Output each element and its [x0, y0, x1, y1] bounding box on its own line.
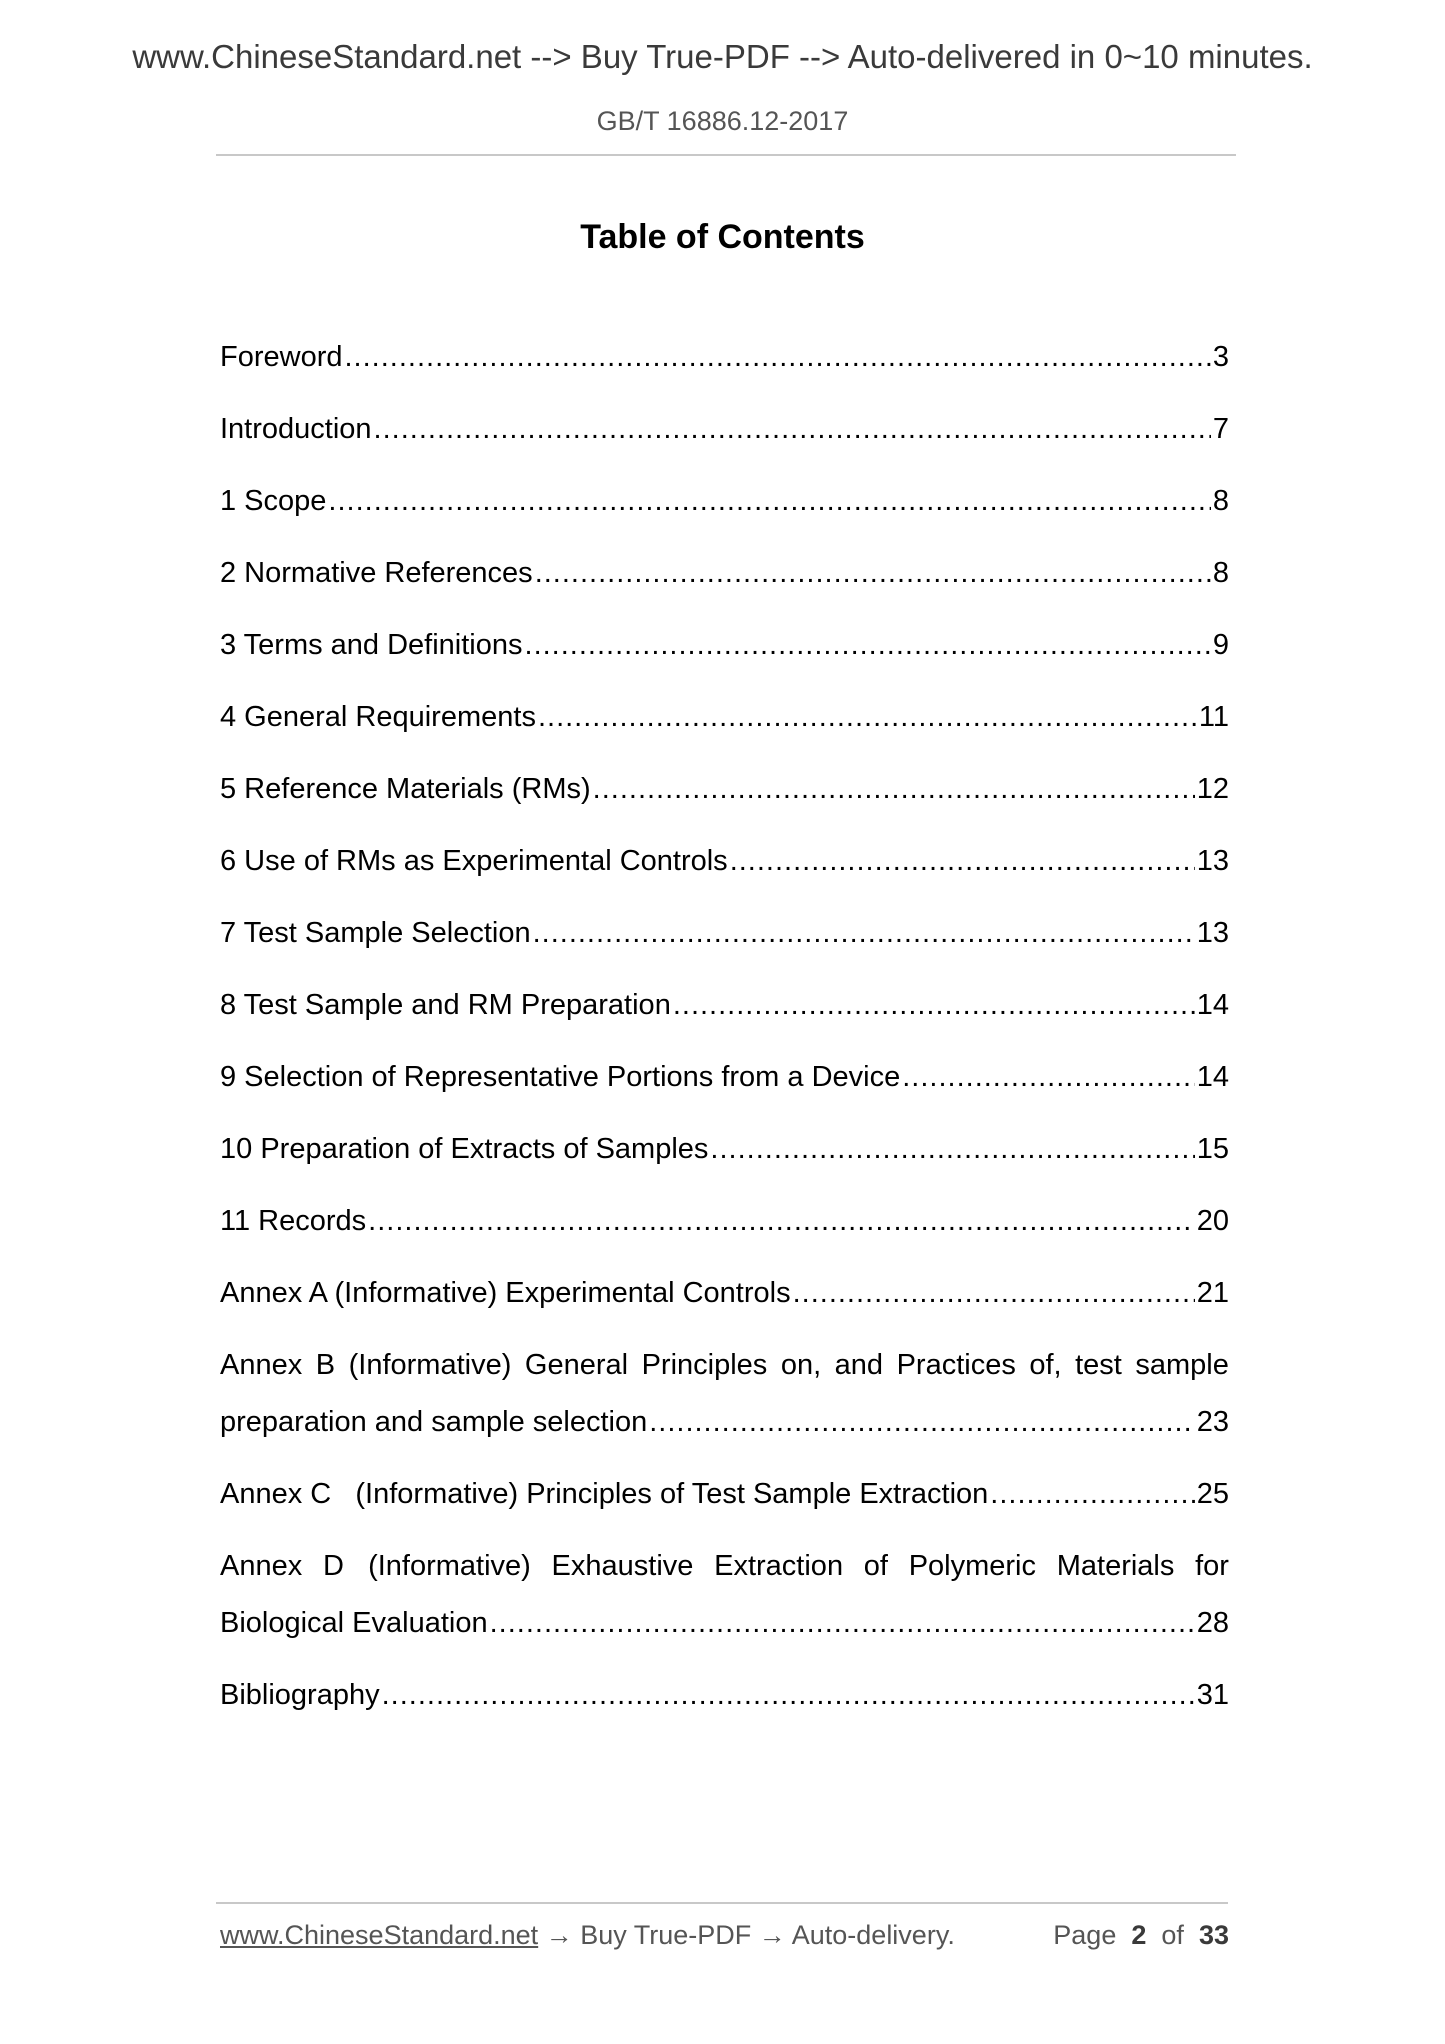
- toc-entry-introduction[interactable]: [220, 406, 1229, 478]
- toc-entry-label-line1: [220, 1549, 1229, 1583]
- toc-entry-label-line1: [220, 1348, 1229, 1382]
- dot-leader: [649, 1405, 1195, 1439]
- dot-leader: [328, 484, 1210, 518]
- toc-entry-page: 23: [1196, 1406, 1229, 1438]
- top-banner: www.ChineseStandard.net --> Buy True-PDF --> Auto-delivered in 0~10 minutes.: [132, 38, 1313, 75]
- toc-entry-sample-rm-preparation[interactable]: [220, 982, 1229, 1054]
- toc-entry-word: sample: [1135, 1349, 1229, 1381]
- footer-tagline: → Buy True-PDF → Auto-delivery.: [538, 1920, 955, 1950]
- toc-entry-annex-a[interactable]: [220, 1270, 1229, 1342]
- toc-entry-annex-d[interactable]: [220, 1543, 1229, 1672]
- dot-leader: [525, 628, 1211, 662]
- of-word: of: [1161, 1920, 1184, 1950]
- toc-entry-page: 11: [1198, 701, 1229, 733]
- dot-leader: [345, 340, 1211, 374]
- toc-entry-label: Annex C (Informative) Principles of Test Sample Extraction: [220, 1478, 989, 1510]
- toc-entry-foreword[interactable]: [220, 334, 1229, 406]
- toc-entry-representative-portions[interactable]: [220, 1054, 1229, 1126]
- page-title: Table of Contents: [580, 218, 865, 256]
- toc-entry-label: 7 Test Sample Selection: [220, 917, 531, 949]
- dot-leader: [673, 988, 1195, 1022]
- toc-entry-label: 11 Records: [220, 1205, 367, 1237]
- toc-entry-word: D (Informative): [322, 1550, 531, 1582]
- toc-entry-bibliography[interactable]: [220, 1672, 1229, 1744]
- toc-entry-word: Polymeric: [908, 1550, 1037, 1582]
- dot-leader: [533, 916, 1195, 950]
- dot-leader: [374, 412, 1211, 446]
- toc-entry-word: B: [315, 1349, 336, 1381]
- toc-entry-label: 1 Scope: [220, 485, 327, 517]
- toc-entry-page: 7: [1212, 413, 1229, 445]
- dot-leader: [793, 1276, 1195, 1310]
- toc-entry-page: 12: [1196, 773, 1229, 805]
- toc-entry-word: of,: [1029, 1349, 1062, 1381]
- toc-entry-label: Biological Evaluation: [220, 1607, 488, 1639]
- toc-entry-word: Principles: [641, 1349, 768, 1381]
- toc-entry-label: 2 Normative References: [220, 557, 533, 589]
- toc-entry-page: 14: [1196, 989, 1229, 1021]
- toc-entry-page: 8: [1212, 485, 1229, 517]
- toc-entry-page: 28: [1196, 1607, 1229, 1639]
- toc-entry-word: on,: [780, 1349, 822, 1381]
- toc-entry-page: 14: [1196, 1061, 1229, 1093]
- toc-entry-page: 13: [1196, 845, 1229, 877]
- toc-entry-records[interactable]: [220, 1198, 1229, 1270]
- toc-entry-terms-definitions[interactable]: [220, 622, 1229, 694]
- toc-entry-page: 3: [1212, 341, 1229, 373]
- toc-entry-label: Annex A (Informative) Experimental Controls: [220, 1277, 791, 1309]
- footer-site-link[interactable]: www.ChineseStandard.net: [220, 1920, 539, 1950]
- toc-entry-label: 4 General Requirements: [220, 701, 536, 733]
- footer-divider: [216, 1902, 1228, 1904]
- dot-leader: [990, 1477, 1194, 1511]
- current-page-number: 2: [1131, 1920, 1147, 1950]
- toc-entry-label: Introduction: [220, 413, 372, 445]
- toc-entry-label: 10 Preparation of Extracts of Samples: [220, 1133, 709, 1165]
- toc-entry-page: 25: [1196, 1478, 1229, 1510]
- toc-entry-normative-references[interactable]: [220, 550, 1229, 622]
- total-pages-number: 33: [1198, 1920, 1229, 1950]
- toc-entry-label: preparation and sample selection: [220, 1406, 648, 1438]
- toc-entry-word: of: [863, 1550, 888, 1582]
- toc-entry-word: test: [1075, 1349, 1122, 1381]
- toc-entry-page: 8: [1212, 557, 1229, 589]
- toc-entry-word: Exhaustive: [551, 1550, 694, 1582]
- dot-leader: [538, 700, 1197, 734]
- toc-entry-label: Bibliography: [220, 1679, 380, 1711]
- toc-entry-annex-b[interactable]: [220, 1342, 1229, 1471]
- toc-entry-reference-materials[interactable]: [220, 766, 1229, 838]
- dot-leader: [902, 1060, 1195, 1094]
- dot-leader: [710, 1132, 1194, 1166]
- toc-entry-page: 31: [1196, 1679, 1229, 1711]
- page-indicator: [1053, 1920, 1229, 1951]
- toc-entry-label: Foreword: [220, 341, 343, 373]
- toc-entry-word: Extraction: [714, 1550, 844, 1582]
- toc-entry-page: 9: [1212, 629, 1229, 661]
- toc-entry-general-requirements[interactable]: [220, 694, 1229, 766]
- standard-code: GB/T 16886.12-2017: [596, 106, 849, 136]
- toc-entry-word: for: [1195, 1550, 1229, 1582]
- toc-entry-annex-c[interactable]: [220, 1471, 1229, 1543]
- page-footer: [220, 1920, 1229, 1951]
- toc-entry-page: 20: [1196, 1205, 1229, 1237]
- toc-entry-word: Practices: [896, 1349, 1016, 1381]
- dot-leader: [368, 1204, 1195, 1238]
- dot-leader: [535, 556, 1211, 590]
- dot-leader: [382, 1678, 1195, 1712]
- toc-entry-word: (Informative): [348, 1349, 512, 1381]
- toc-entry-label: 6 Use of RMs as Experimental Controls: [220, 845, 728, 877]
- toc-entry-label: 8 Test Sample and RM Preparation: [220, 989, 671, 1021]
- dot-leader: [593, 772, 1195, 806]
- toc-entry-use-of-rms[interactable]: [220, 838, 1229, 910]
- toc-entry-label: 9 Selection of Representative Portions from a Device: [220, 1061, 901, 1093]
- toc-entry-scope[interactable]: [220, 478, 1229, 550]
- toc-entry-preparation-of-extracts[interactable]: [220, 1126, 1229, 1198]
- toc-entry-page: 13: [1196, 917, 1229, 949]
- dot-leader: [490, 1606, 1195, 1640]
- toc-entry-page: 15: [1196, 1133, 1229, 1165]
- page-word: Page: [1053, 1920, 1117, 1950]
- dot-leader: [730, 844, 1195, 878]
- toc-entry-word: and: [834, 1349, 884, 1381]
- toc-entry-label: 3 Terms and Definitions: [220, 629, 523, 661]
- toc-entry-word: General: [524, 1349, 629, 1381]
- table-of-contents: [220, 334, 1229, 1744]
- toc-entry-test-sample-selection[interactable]: [220, 910, 1229, 982]
- toc-entry-page: 21: [1196, 1277, 1229, 1309]
- toc-entry-label: 5 Reference Materials (RMs): [220, 773, 591, 805]
- header-divider: [216, 154, 1236, 156]
- toc-entry-word: Annex: [220, 1349, 303, 1381]
- toc-entry-word: Materials: [1056, 1550, 1175, 1582]
- toc-entry-word: Annex: [220, 1550, 303, 1582]
